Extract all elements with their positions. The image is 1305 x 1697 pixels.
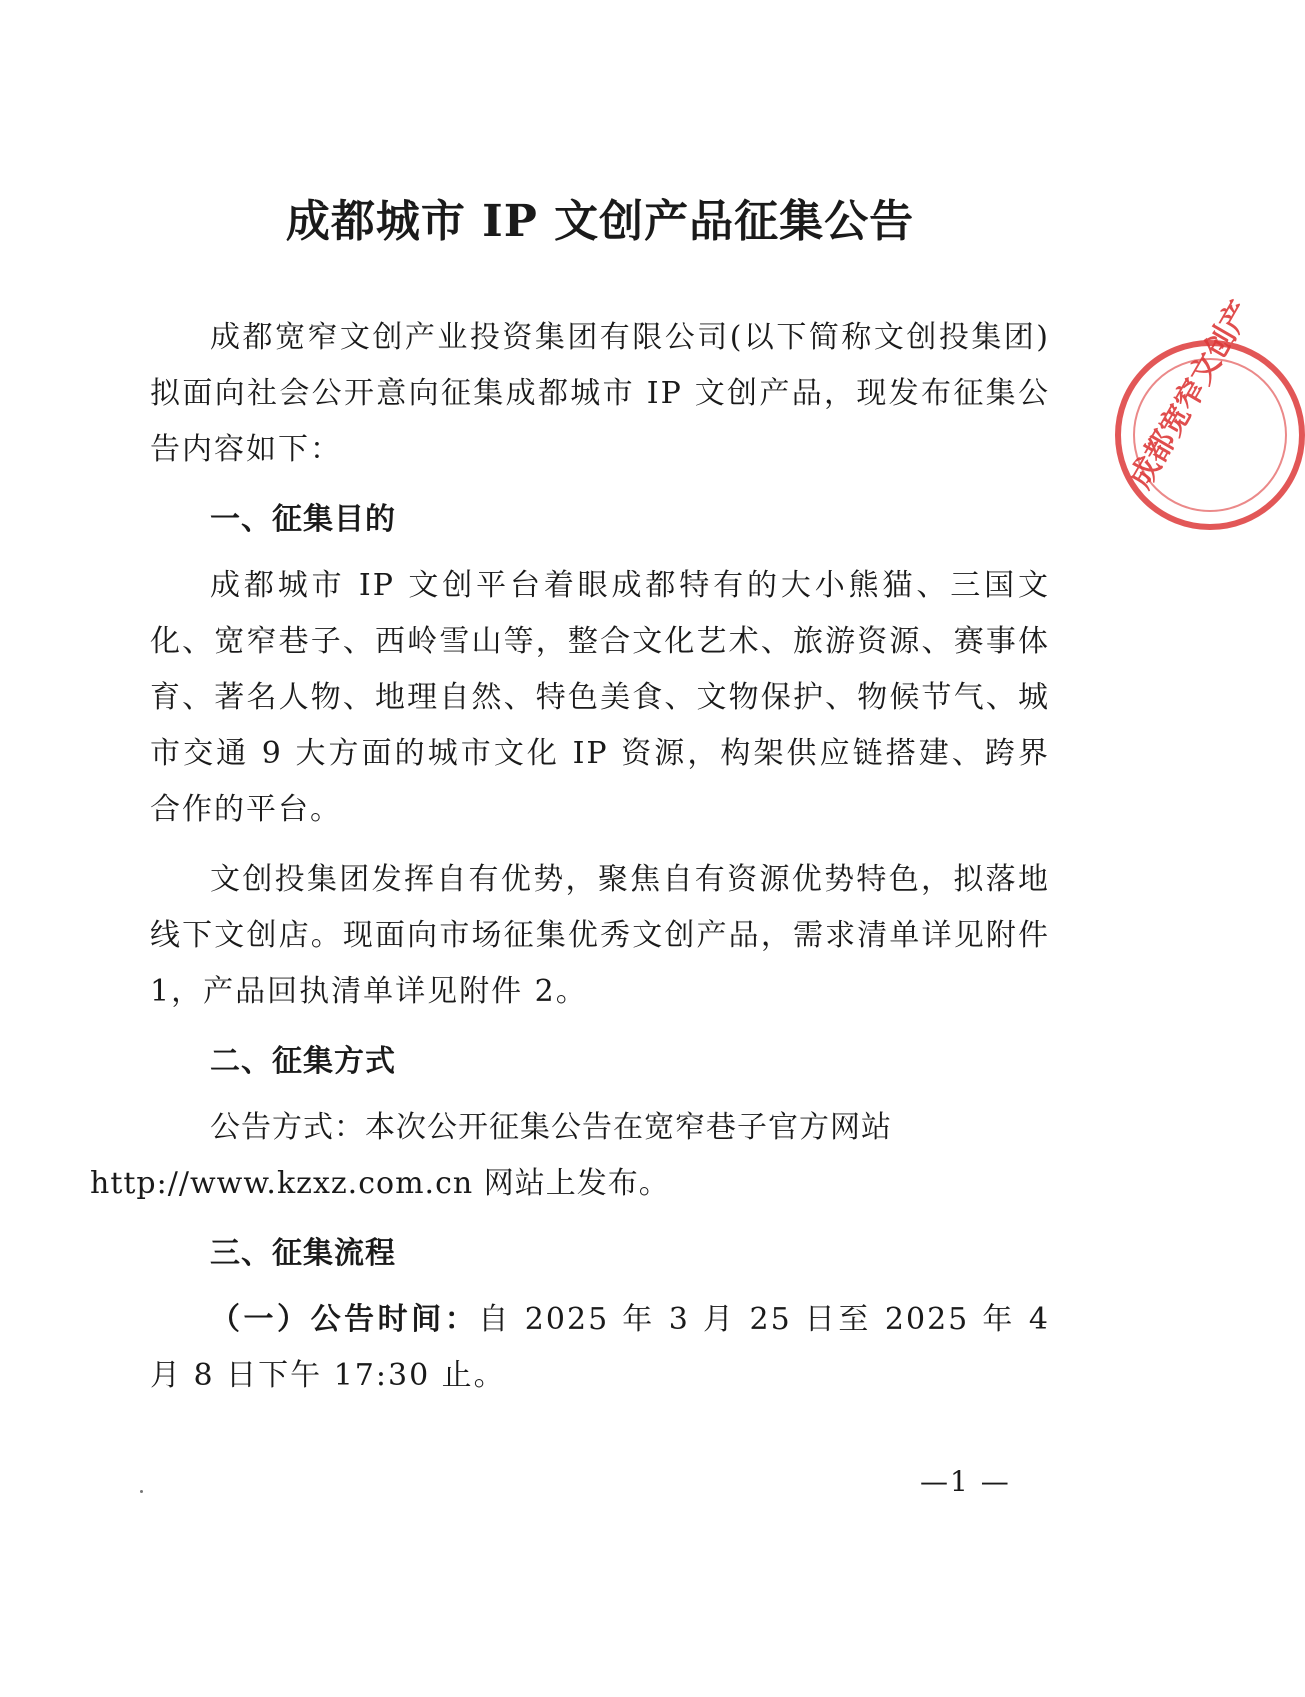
official-seal-clip: [1115, 295, 1259, 550]
method-url-text: http://www.kzxz.com.cn 网站上发布。: [90, 1166, 670, 1201]
process-item-1-label: （一）公告时间：: [210, 1302, 479, 1337]
section-heading-method: 二、征集方式: [210, 1044, 396, 1079]
section-heading-process: 三、征集流程: [210, 1236, 396, 1271]
document-title: 成都城市 IP 文创产品征集公告: [285, 196, 915, 247]
scan-speck: [140, 1490, 143, 1493]
page-number: —1 —: [920, 1465, 1011, 1498]
section-heading-purpose: 一、征集目的: [210, 502, 396, 537]
process-item-1-text: 自 2025 年 3 月 25 日至 2025 年 4 月 8 日下午 17:30 止。: [150, 1302, 1050, 1393]
intro-paragraph: 成都宽窄文创产业投资集团有限公司(以下简称文创投集团)拟面向社会公开意向征集成都城市 IP 文创产品，现发布征集公告内容如下：: [150, 320, 1050, 467]
process-item-1: [150, 1292, 1050, 1404]
seal-text: 成都宽窄文创产: [1123, 295, 1259, 495]
purpose-paragraph-2: 文创投集团发挥自有优势，聚焦自有资源优势特色，拟落地线下文创店。现面向市场征集优秀文创产品，需求清单详见附件 1，产品回执清单详见附件 2。: [150, 862, 1050, 1009]
method-paragraph: [90, 1100, 1050, 1212]
purpose-paragraph-1: 成都城市 IP 文创平台着眼成都特有的大小熊猫、三国文化、宽窄巷子、西岭雪山等，整合文化艺术、旅游资源、赛事体育、著名人物、地理自然、特色美食、文物保护、物候节气、城市交通 9 大方面的城市文化 IP 资源，构架供应链搭建、跨界合作的平台。: [150, 568, 1050, 827]
official-seal: [1115, 295, 1305, 530]
method-lead-text: 公告方式：本次公开征集公告在宽窄巷子官方网站: [210, 1110, 892, 1145]
document-body: [90, 310, 1050, 1418]
